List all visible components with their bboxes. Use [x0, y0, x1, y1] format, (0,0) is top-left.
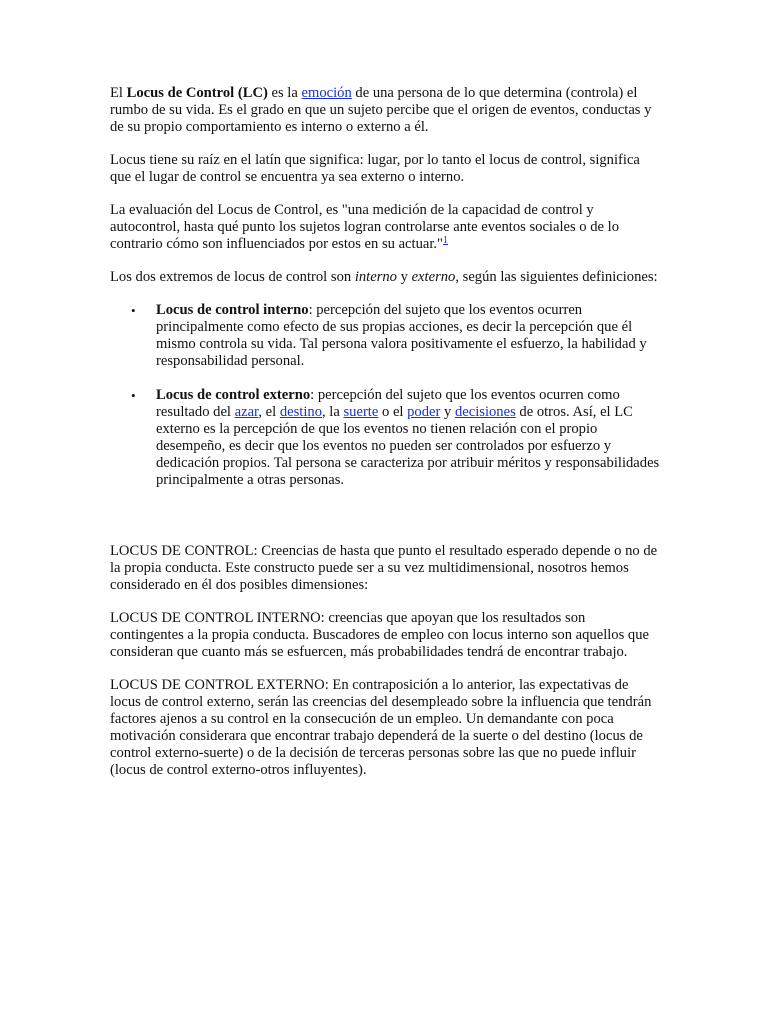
link-emocion[interactable]: emoción: [301, 85, 352, 101]
paragraph-text: de una persona de lo que determina (controla) el rumbo de su vida. Es el grado en que un sujeto percibe que el origen de eventos, conductas y de su propio comportamiento es interno o externo a él.: [110, 85, 652, 135]
paragraph-text: , según las siguientes definiciones:: [455, 269, 658, 285]
paragraph-text: y: [396, 269, 412, 285]
list-item-text: y: [440, 404, 455, 420]
paragraph-etymology: Locus tiene su raíz en el latín que significa: lugar, por lo tanto el locus de control, significa que el lugar de control se encuentra ya sea externo o interno.: [110, 152, 640, 185]
term-locus-de-control: Locus de Control (LC): [126, 85, 268, 101]
paragraph-evaluation: [110, 202, 660, 253]
list-item-text: , la: [322, 404, 344, 420]
list-item-text: : percepción del sujeto que los eventos ocurren principalmente como efecto de sus propias acciones, es decir la percepción que él mismo controla su vida. Tal persona valora positivamente el esfuerzo, la habilidad y responsabilidad personal.: [156, 302, 647, 369]
link-azar[interactable]: azar: [234, 404, 259, 420]
paragraph-text: es la: [267, 85, 302, 101]
list-item-external-locus: [110, 387, 660, 489]
paragraph-text: La evaluación del Locus de Control, es "una medición de la capacidad de control y autocontrol, hasta qué punto los sujetos logran controlarse ante eventos sociales o de lo contrario cómo son influenciados por estos en su actuar.": [110, 202, 620, 252]
list-item-text: : percepción del sujeto que los eventos ocurren como resultado del: [156, 387, 620, 420]
list-item-text: o el: [378, 404, 408, 420]
link-destino[interactable]: destino: [279, 404, 322, 420]
document-page: [110, 85, 660, 795]
link-decisiones[interactable]: decisiones: [454, 404, 516, 420]
paragraph-locus-externo: LOCUS DE CONTROL EXTERNO: En contraposición a lo anterior, las expectativas de locus de control externo, serán las creencias del desempleado sobre la influencia que tendrán factores ajenos a su control en la consecución de un empleo. Un demandante con poca motivación considerara que encontrar trabajo dependerá de la suerte o del destino (locus de control externo-suerte) o de la decisión de terceras personas sobre las que no puede influir (locus de control externo-otros influyentes).: [110, 677, 652, 778]
paragraph-text: El: [110, 85, 127, 101]
link-poder[interactable]: poder: [407, 404, 441, 420]
list-item-text: , el: [258, 404, 280, 420]
paragraph-extremes: [110, 269, 660, 286]
emphasis-interno: interno: [354, 269, 397, 285]
paragraph-text: Los dos extremos de locus de control son: [110, 269, 355, 285]
emphasis-externo: externo: [411, 269, 456, 285]
bullet-icon: •: [131, 388, 136, 403]
definitions-list: [110, 302, 660, 489]
paragraph-definition: [110, 85, 660, 136]
term-locus-externo: Locus de control externo: [156, 387, 311, 403]
link-suerte[interactable]: suerte: [343, 404, 379, 420]
bullet-icon: •: [131, 303, 136, 318]
paragraph-locus-de-control: LOCUS DE CONTROL: Creencias de hasta que punto el resultado esperado depende o no de la propia conducta. Este constructo puede ser a su vez multidimensional, nosotros hemos considerado en él dos posibles dimensiones:: [110, 543, 658, 593]
footnote-reference-link[interactable]: 1: [443, 235, 449, 246]
section-spacer: [110, 506, 660, 543]
term-locus-interno: Locus de control interno: [156, 302, 309, 318]
list-item-internal-locus: [110, 302, 660, 370]
list-item-text: de otros. Así, el LC externo es la percepción de que los eventos no tienen relación con el propio desempeño, es decir que los eventos no pueden ser controlados por esfuerzo y dedicación propios. Tal persona se caracteriza por atribuir méritos y responsabilidades principalmente a otras personas.: [156, 404, 660, 488]
paragraph-locus-interno: LOCUS DE CONTROL INTERNO: creencias que apoyan que los resultados son contingentes a la propia conducta. Buscadores de empleo con locus interno son aquellos que consideran que cuanto más se esfuercen, más probabilidades tendrá de encontrar trabajo.: [110, 610, 649, 660]
